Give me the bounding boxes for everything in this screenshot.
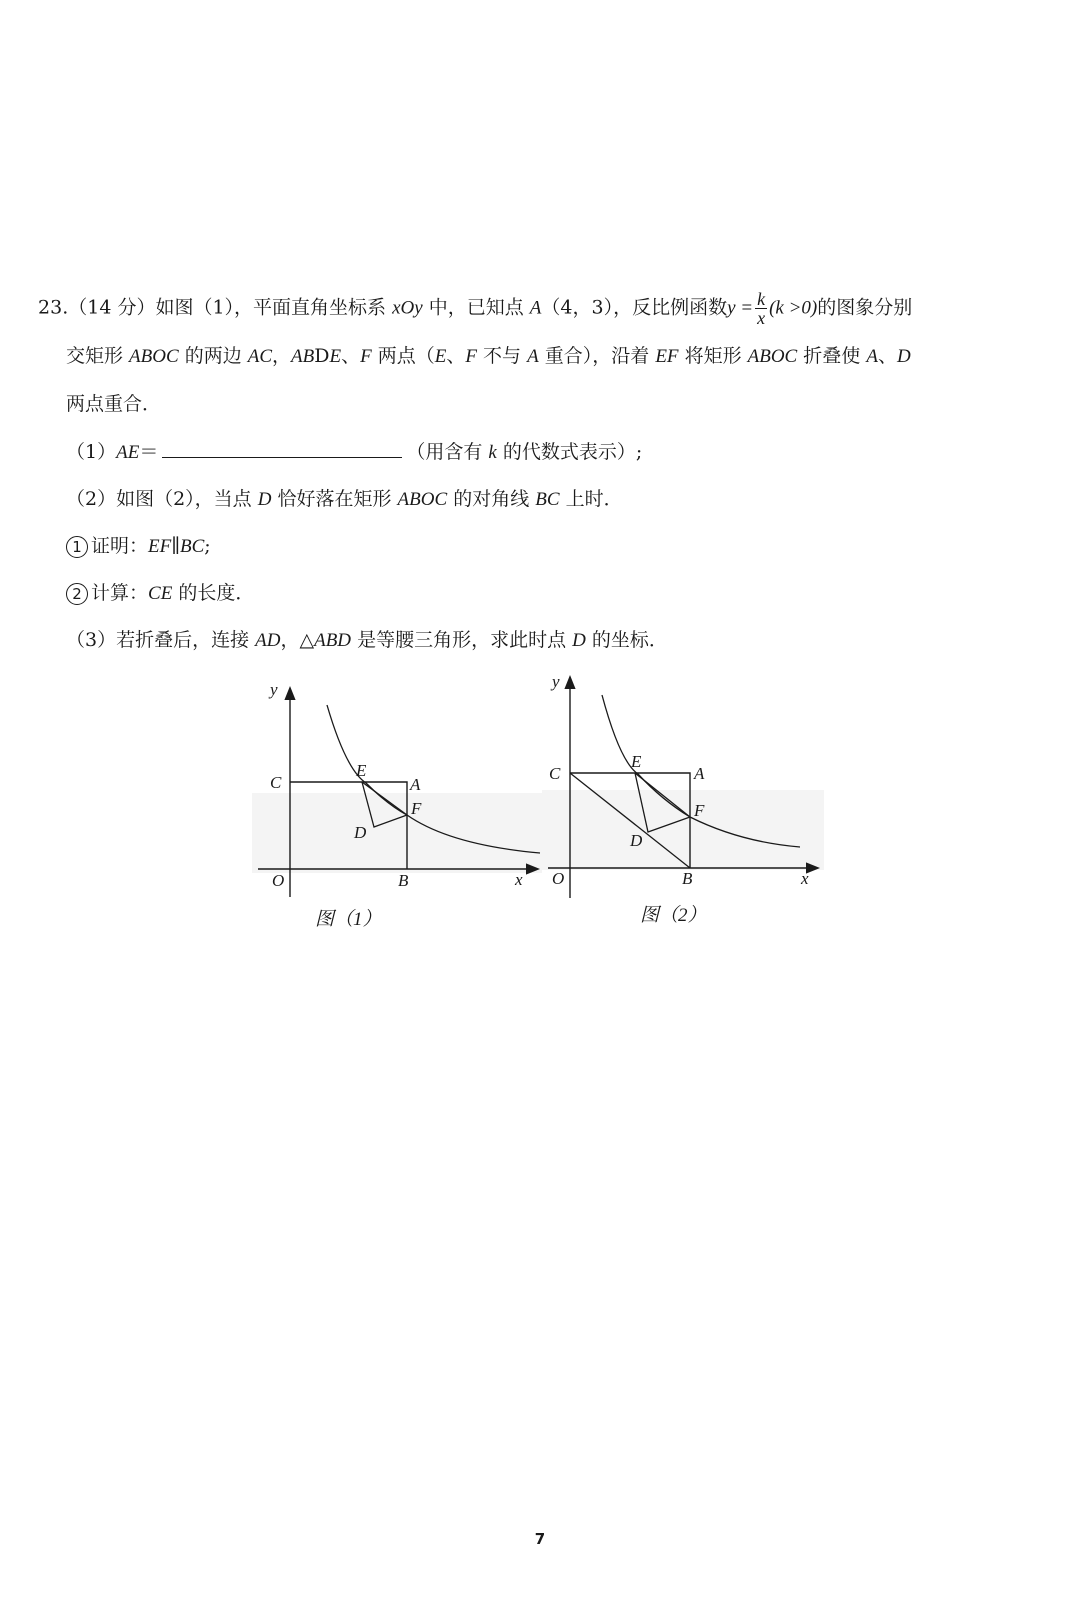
function-y-eq: y = (727, 297, 754, 319)
label-a: A (410, 775, 421, 794)
label-f: F (694, 801, 705, 820)
label-x: x (801, 869, 809, 888)
label-d: D (630, 831, 643, 850)
part-2: （2）如图（2），当点 D 恰好落在矩形 ABOC 的对角线 BC 上时． (66, 488, 623, 510)
label-d: D (354, 823, 367, 842)
question-line-2: 交矩形 ABOC 的两边 AC，ABDE、F 两点（E、F 不与 A 重合），沿着 EF 将矩形 ABOC 折叠使 A、D (66, 345, 911, 367)
part-3: （3）若折叠后，连接 AD，△ABD 是等腰三角形，求此时点 D 的坐标． (66, 629, 668, 651)
figure-2-diagram (540, 670, 830, 940)
label-o: O (552, 869, 565, 888)
figure-1-diagram (250, 675, 550, 945)
label-c: C (549, 764, 561, 783)
label-y: y (270, 680, 278, 699)
sub-question-1: 1 证明：EF∥BC; (66, 532, 211, 561)
part-1: （1）AE＝ （用含有 k 的代数式表示）; (66, 437, 642, 467)
label-f: F (411, 799, 422, 818)
label-a: A (694, 764, 705, 783)
figure-1 (250, 675, 550, 945)
scan-shade (252, 793, 542, 873)
answer-blank[interactable] (162, 437, 402, 458)
figure-1-caption: 图（1） (315, 909, 382, 930)
question-number: 23 (38, 296, 63, 319)
page-number: 7 (534, 1530, 546, 1548)
label-b: B (682, 869, 693, 888)
circled-number-1: 1 (66, 536, 88, 558)
figure-2-caption: 图（2） (640, 905, 707, 926)
fraction-k-over-x: $\frac{k}{x}$ (757, 289, 766, 328)
figure-2 (540, 670, 830, 940)
label-e: E (356, 761, 367, 780)
label-y: y (552, 672, 560, 691)
circled-number-2: 2 (66, 583, 88, 605)
sub-question-2: 2 计算：CE 的长度． (66, 579, 254, 608)
label-b: B (398, 871, 409, 890)
label-e: E (631, 752, 642, 771)
question-score: （14 分） (68, 296, 156, 319)
label-c: C (270, 773, 282, 792)
label-x: x (515, 870, 523, 889)
question-line-3: 两点重合． (66, 393, 162, 415)
question-line-1: 23.（14 分）如图（1），平面直角坐标系 xOy 中，已知点 A（4，3），反比例函数y = $\frac{k}{x}$ (k >0)的图象分别 (38, 289, 913, 328)
label-o: O (272, 871, 285, 890)
scan-shade (542, 790, 824, 870)
